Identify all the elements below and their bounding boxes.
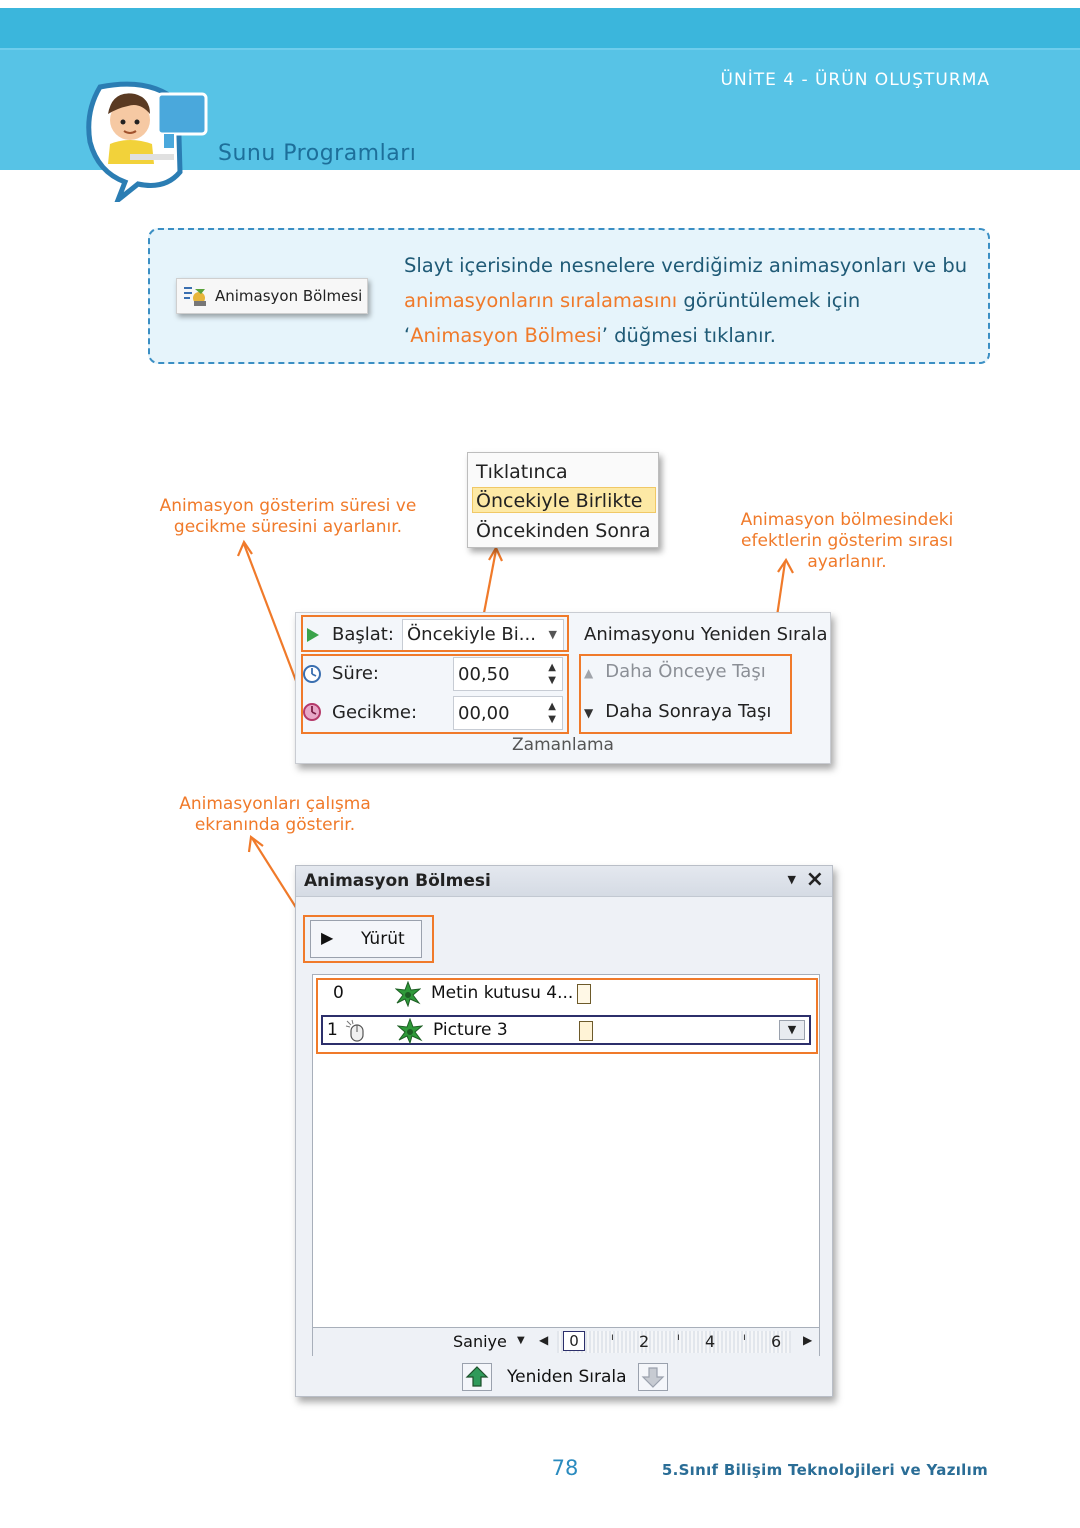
play-callout	[160, 794, 390, 836]
play-button-label: Yürüt	[361, 929, 405, 949]
start-label: Başlat:	[332, 624, 394, 645]
delay-label: Gecikme:	[332, 702, 418, 723]
reorder-label: Yeniden Sırala	[507, 1367, 627, 1387]
row-name: Picture 3	[433, 1020, 508, 1040]
info-text-highlight2: Animasyon Bölmesi	[410, 324, 602, 347]
scroll-right-icon[interactable]: ▶	[803, 1333, 813, 1347]
move-later-label: Daha Sonraya Taşı	[605, 701, 772, 722]
delay-value: 00,00	[458, 703, 510, 724]
animation-pane-button-label: Animasyon Bölmesi	[215, 287, 363, 305]
spin-down-icon[interactable]: ▼	[548, 675, 556, 686]
start-dropdown-menu	[467, 452, 659, 548]
section-title: Sunu Programları	[218, 141, 417, 166]
row-index: 1	[327, 1020, 338, 1040]
reorder-callout-line3: ayarlanır.	[807, 552, 887, 572]
row-dropdown-chevron-icon[interactable]: ▼	[779, 1020, 805, 1040]
minor-tick: ı	[611, 1332, 614, 1343]
menu-item-after-previous[interactable]: Öncekinden Sonra	[476, 520, 651, 542]
play-callout-line1: Animasyonları çalışma	[179, 794, 371, 814]
info-text-highlight1: animasyonların sıralamasını	[404, 289, 678, 312]
timeline-tick-2: 2	[639, 1332, 650, 1351]
reorder-highlight	[579, 654, 792, 734]
pane-header	[296, 866, 832, 897]
info-text-part3: ’ düğmesi tıklanır.	[601, 324, 776, 347]
arrow-up-icon: ▲	[584, 666, 594, 680]
info-text-part2: görüntülemek için ‘	[404, 289, 861, 347]
play-highlight	[303, 915, 434, 963]
start-select-value: Öncekiyle Bi...	[407, 624, 536, 645]
timeline-unit[interactable]: Saniye	[453, 1332, 507, 1351]
scroll-left-icon[interactable]: ◀	[539, 1333, 549, 1347]
spin-up-icon[interactable]: ▲	[548, 701, 556, 712]
info-text-part1: Slayt içerisinde nesnelere verdiğimiz animasyonları ve bu	[404, 254, 968, 277]
spin-down-icon[interactable]: ▼	[548, 714, 556, 725]
pane-title: Animasyon Bölmesi	[304, 871, 491, 891]
arrow-down-icon	[639, 1364, 667, 1390]
list-highlight	[316, 978, 818, 1054]
timeline-scale	[557, 1331, 791, 1353]
duration-delay-highlight	[301, 654, 569, 734]
page-number: 78	[551, 1456, 579, 1480]
timeline-tick-6: 6	[771, 1332, 782, 1351]
timeline-tick-0: 0	[563, 1331, 585, 1351]
reorder-callout-line2: efektlerin gösterim sırası	[741, 531, 953, 551]
minor-tick: ı	[743, 1332, 746, 1343]
move-up-button[interactable]	[462, 1363, 492, 1391]
duration-label: Süre:	[332, 663, 379, 684]
timeline-bar	[313, 1327, 819, 1356]
menu-item-on-click[interactable]: Tıklatınca	[476, 461, 568, 483]
reorder-callout-line1: Animasyon bölmesindeki	[740, 510, 954, 530]
arrow-up-icon	[463, 1364, 491, 1390]
unit-title: ÜNİTE 4 - ÜRÜN OLUŞTURMA	[720, 70, 990, 90]
minor-tick: ı	[677, 1332, 680, 1343]
timeline-tick-4: 4	[705, 1332, 716, 1351]
play-callout-line2: ekranında gösterir.	[194, 815, 356, 835]
move-down-button[interactable]	[638, 1363, 668, 1391]
animation-list	[312, 974, 820, 1356]
reorder-title: Animasyonu Yeniden Sırala	[584, 624, 828, 645]
chevron-down-icon: ▼	[548, 628, 557, 641]
start-highlight	[301, 615, 569, 652]
timing-ribbon-group	[295, 612, 831, 764]
book-title: 5.Sınıf Bilişim Teknolojileri ve Yazılım	[661, 1461, 988, 1479]
timing-arrow	[244, 544, 301, 694]
pane-menu-chevron-icon[interactable]: ▼	[787, 873, 796, 886]
animation-pane	[295, 865, 833, 1397]
timing-callout-line2: gecikme süresini ayarlanır.	[173, 517, 403, 537]
duration-value: 00,50	[458, 664, 510, 685]
group-label: Zamanlama	[512, 735, 614, 755]
move-earlier-label: Daha Önceye Taşı	[605, 661, 766, 682]
row-name: Metin kutusu 4...	[431, 983, 574, 1003]
timing-callout	[150, 496, 426, 538]
spin-up-icon[interactable]: ▲	[548, 662, 556, 673]
timing-callout-line1: Animasyon gösterim süresi ve	[159, 496, 417, 516]
play-icon: ▶	[321, 928, 334, 947]
chevron-down-icon[interactable]: ▼	[517, 1335, 525, 1346]
reorder-callout	[722, 510, 972, 573]
arrow-down-icon: ▼	[584, 706, 594, 720]
row-index: 0	[333, 983, 344, 1003]
close-icon[interactable]: ×	[805, 867, 824, 892]
menu-item-with-previous[interactable]: Öncekiyle Birlikte	[476, 490, 643, 512]
